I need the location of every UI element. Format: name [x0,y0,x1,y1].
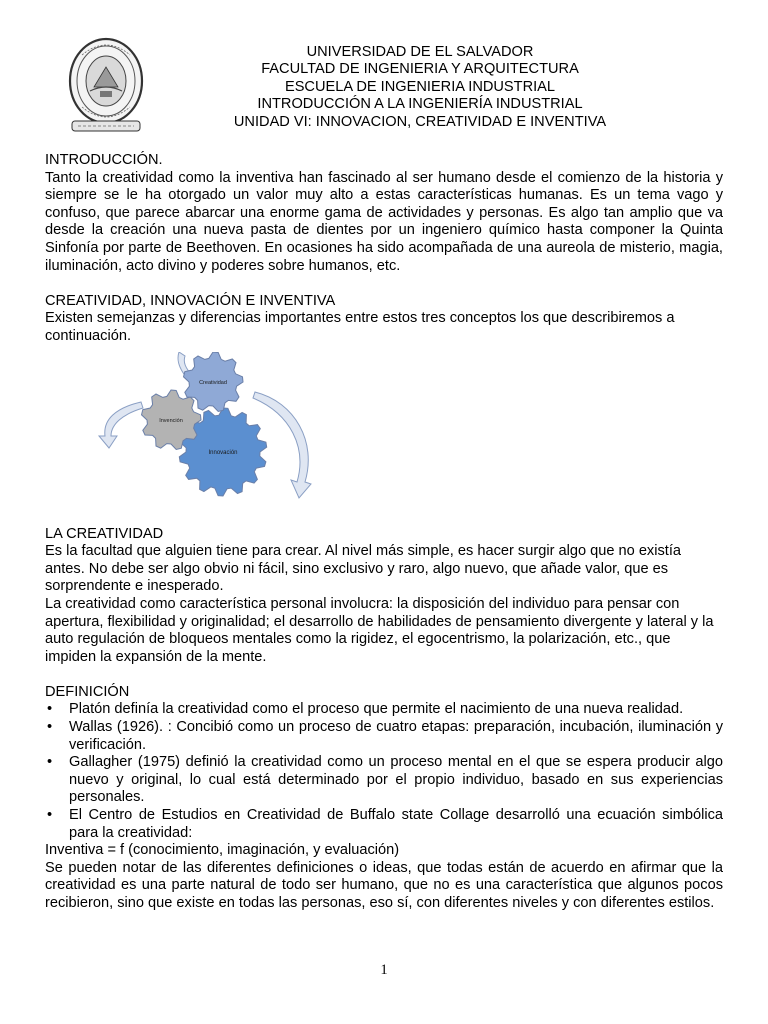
header-university: UNIVERSIDAD DE EL SALVADOR [306,44,534,60]
gear-label: Creatividad [199,379,227,386]
list-item: • Platón definía la creatividad como el proceso que permite el nacimiento de una nueva realidad. [45,701,723,719]
closing-paragraph: Se pueden notar de las diferentes definiciones o ideas, que todas están de acuerdo en afirmar que la creatividad es una parte natural de todo ser humano, que no es una característica que algunos pocos recibieron, sino que existe en todas las personas, eso sí, con diferentes niveles y con diferentes estilos. [45,859,723,911]
creatividad-paragraph-2: La creatividad como característica personal involucra: la disposición del individuo para pensar con apertura, flexibilidad y originalidad; el desarrollo de habilidades de pensamiento divergente y lateral y la auto regulación de bloqueos mentales como la rigidez, el egocentrismo, la polarización, etc., que impiden la expansión de la mente. [45,595,714,665]
page-number: 1 [380,962,388,978]
definicion-heading: DEFINICIÓN [45,683,130,700]
list-item: • El Centro de Estudios en Creatividad de Buffalo state Collage desarrolló una ecuación simbólica para la creatividad: [45,807,723,842]
intro-paragraph: Tanto la creatividad como la inventiva han fascinado al ser humano desde el comienzo de la historia y siempre se le ha otorgado un valor muy alto a estas características humanas. Es un tema vago y confuso, que parece abarcar una enorme gama de actividades y personas. Es algo tan amplio que va desde la creación una nueva pasta de dientes por un ingeniero químico hasta componer la Quinta Sinfonía por parte de Beethoven. En ocasiones ha sido acompañada de una aureola de misterio, magia, iluminación, acto divino y poderes sobre humanos, etc. [45,169,723,274]
list-item: • Wallas (1926). : Concibió como un proceso de cuatro etapas: preparación, incubación, iluminación y verificación. [45,719,723,754]
formula: Inventiva = f (conocimiento, imaginación, y evaluación) [45,842,400,859]
creatividad-paragraph-1: Es la facultad que alguien tiene para crear. Al nivel más simple, es hacer surgir algo que no existía antes. No debe ser algo obvio ni fácil, sino exclusivo y raro, algo nuevo, que añade valor, que es sorprendente e inesperado. [45,543,681,595]
list-item: • Gallagher (1975) definió la creatividad como un proceso mental en el que se espera producir algo nuevo y original, lo cual está determinado por el propio individuo, basado en sus experiencias personales. [45,754,723,807]
cii-heading: CREATIVIDAD, INNOVACIÓN E INVENTIVA [45,292,336,309]
gears-diagram [95,352,345,522]
university-seal-icon [64,35,148,135]
gear-label: Invención [159,417,183,424]
cii-paragraph: Existen semejanzas y diferencias importantes entre estos tres conceptos los que describiremos a continuación. [45,310,675,344]
gear-label: Innovación [208,449,238,456]
document-header [150,44,690,131]
intro-heading: INTRODUCCIÓN. [45,152,163,168]
header-course: INTRODUCCIÓN A LA INGENIERÍA INDUSTRIAL [257,96,583,113]
cycle-arrow-left [99,402,143,448]
definicion-list [45,701,723,842]
header-school: ESCUELA DE INGENIERIA INDUSTRIAL [284,78,556,95]
creatividad-heading: LA CREATIVIDAD [45,525,164,542]
header-unit: UNIDAD VI: INNOVACION, CREATIVIDAD E INVENTIVA [233,113,607,130]
header-faculty: FACULTAD DE INGENIERIA Y ARQUITECTURA [261,61,579,78]
document-body [45,152,723,913]
